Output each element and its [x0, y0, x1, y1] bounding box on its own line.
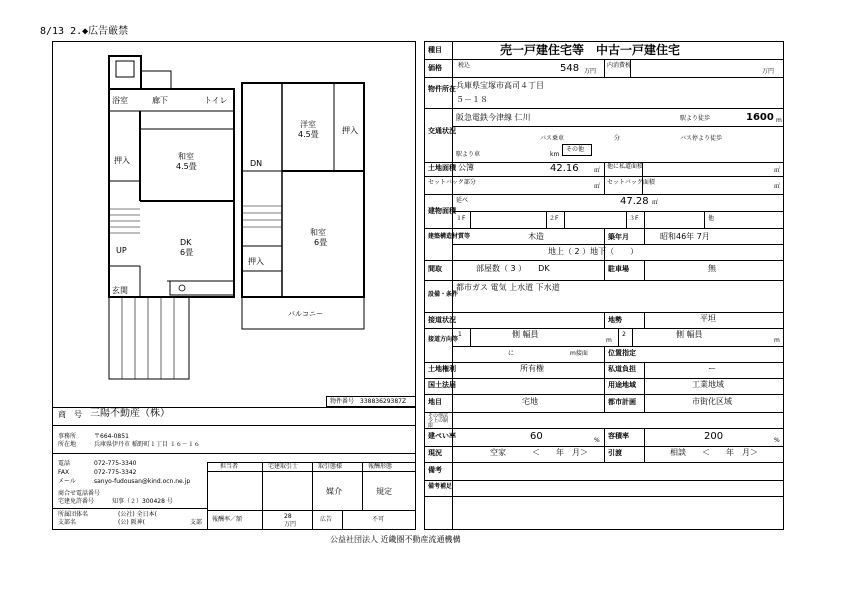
- staff-header-1: 担当者: [220, 463, 239, 470]
- busstop-label: バス停より徒歩: [680, 135, 723, 142]
- far-unit: %: [774, 437, 780, 444]
- ad-value: 不可: [372, 516, 385, 523]
- staff-header-3: 取引態様: [318, 463, 343, 470]
- layout-value: 部屋数（ 3 ） DK: [476, 264, 550, 273]
- mail-label: メール: [58, 478, 76, 485]
- mail: sanyo-fudousan@kind.ocn.ne.jp: [94, 478, 191, 485]
- zoning-value: 工業地域: [692, 380, 724, 389]
- license-label-2: 宅建免許番号: [58, 498, 95, 505]
- equipment-value: 都市ガス 電気 上水道 下水道: [456, 283, 560, 292]
- floor-3f-label: ３F: [629, 215, 639, 222]
- property-no-value: 33883629387Z: [360, 398, 407, 405]
- remark-label: 備考: [428, 466, 442, 474]
- road-dir-label: 接道方向等: [428, 336, 459, 343]
- assoc-2: (公) 阪神(: [118, 519, 145, 526]
- room-yoshitsu: 洋室: [300, 120, 316, 129]
- fee-row-label: 報酬率／額: [212, 516, 243, 523]
- road-side-1: 側 幅員: [512, 330, 539, 339]
- setback2-unit: ㎡: [774, 183, 781, 190]
- assoc-1: (公社) 全日本(: [118, 511, 157, 518]
- bcr-unit: %: [594, 437, 600, 444]
- other-label: その他: [566, 146, 585, 153]
- zoning-label: 用途地域: [608, 381, 636, 389]
- terrain-value: 平坦: [700, 314, 716, 323]
- assoc-suffix: 支部: [190, 519, 203, 526]
- room-genkan: 玄関: [112, 286, 128, 295]
- room-washitsu-2f: 和室: [310, 228, 326, 237]
- status-value: 空家: [490, 448, 506, 457]
- tel-label: 電話: [58, 460, 71, 467]
- room-oshiire-2f-b: 押入: [248, 257, 264, 266]
- office-label: 事務所: [58, 433, 77, 440]
- bcr-label: 建ぺい率: [428, 432, 456, 440]
- station-km-unit: km: [550, 151, 560, 158]
- walk-label: 駅より徒歩: [680, 115, 711, 122]
- license-label-1: 商合せ電話番号: [58, 490, 101, 497]
- type-value: 売一戸建住宅等 中古一戸建住宅: [500, 43, 681, 57]
- fee-value: 28: [284, 513, 292, 520]
- road-label: 接道状況: [428, 316, 456, 324]
- structure-value: 木造: [528, 232, 544, 241]
- private-road-label: 私道負担: [608, 365, 636, 373]
- walk-unit: m: [776, 117, 782, 124]
- trade-name: 三陽不動産（株）: [90, 408, 170, 419]
- room-balcony: バルコニー: [288, 310, 323, 318]
- city-plan-label: 都市計画: [608, 398, 636, 406]
- price-value: 548: [560, 63, 580, 74]
- far-value: 200: [704, 431, 724, 442]
- walk-value: 1600: [746, 112, 774, 123]
- price-prefix: 税込: [458, 62, 471, 69]
- room-oshiire-1f: 押入: [114, 156, 130, 165]
- tax-label: 内消費税: [607, 62, 632, 69]
- year-label: 築年月: [608, 233, 629, 241]
- room-washitsu-2f-size: 6畳: [314, 238, 328, 247]
- road-1: 1: [458, 331, 462, 338]
- location-label: 物件所在: [428, 85, 456, 93]
- room-yoshitsu-size: 4.5畳: [298, 130, 319, 139]
- bus-unit: 分: [614, 135, 621, 142]
- address: 兵庫県伊丹市 稲野町１丁目 １６－１６: [94, 441, 200, 448]
- room-up: UP: [116, 246, 127, 255]
- land-other-unit: ㎡: [774, 167, 781, 174]
- layout-label: 間取: [428, 265, 442, 273]
- road-unit-1: m: [606, 337, 612, 344]
- room-dn: DN: [250, 159, 263, 168]
- setback2-label: セットバック面積: [607, 179, 655, 186]
- room-dk-size: 6畳: [180, 248, 194, 257]
- land-kind: 公簿: [458, 163, 474, 172]
- land-value: 42.16: [550, 163, 579, 174]
- position-label: 位置指定: [608, 349, 636, 357]
- room-bath: 浴室: [112, 96, 128, 105]
- building-label: 建物面積: [428, 207, 456, 215]
- line-value: 阪急電鉄今津線 仁川: [456, 113, 531, 122]
- fee-unit: 万円: [284, 521, 297, 528]
- status-label: 現況: [428, 449, 442, 457]
- room-toilet: トイレ: [204, 96, 228, 105]
- staff-header-4: 報酬形態: [368, 463, 393, 470]
- floor-other-label: 他: [708, 215, 715, 222]
- assoc-label-2: 支部名: [58, 519, 77, 526]
- road-row3-a: に: [508, 350, 515, 357]
- room-oshiire-2f-a: 押入: [342, 126, 358, 135]
- room-dk: DK: [180, 238, 192, 247]
- building-total: 47.28: [620, 196, 649, 207]
- trade-label: 商 号: [58, 410, 82, 419]
- far-label: 容積率: [608, 432, 629, 440]
- deal-type: 媒介: [326, 487, 342, 496]
- property-no-label: 物件番号: [330, 398, 355, 405]
- location-value: 兵庫県宝塚市高司４丁目: [456, 81, 544, 90]
- staff-header-2: 宅建取引士: [268, 463, 299, 470]
- city-plan-value: 市街化区域: [692, 397, 732, 406]
- price-unit: 万円: [584, 68, 597, 75]
- license-no: 知事（２）300428 号: [112, 498, 173, 505]
- private-road-value: ー: [708, 364, 716, 373]
- land-right-label: 土地権利: [428, 365, 456, 373]
- land-unit: ㎡: [594, 167, 601, 174]
- location-value2: ５－１８: [456, 95, 488, 104]
- road-2: 2: [622, 331, 626, 338]
- tax-unit: 万円: [762, 68, 775, 75]
- parking-value: 無: [708, 264, 716, 273]
- handover-value: 相談: [670, 448, 686, 457]
- land-right-value: 所有権: [520, 364, 544, 373]
- handover-date: ＜ 年 月＞: [702, 448, 758, 457]
- footer-org: 公益社団法人 近畿圏不動産流通機構: [330, 535, 461, 544]
- setback-unit: ㎡: [594, 183, 601, 190]
- land-title-value: 宅地: [522, 397, 538, 406]
- fee-type: 規定: [376, 487, 392, 496]
- equipment-label: 設備・条件: [428, 291, 459, 298]
- floor-1f-label: １F: [456, 215, 466, 222]
- price-label: 価格: [428, 64, 442, 72]
- floor-plan: [52, 41, 416, 396]
- ad-label: 広告: [320, 516, 333, 523]
- land-other-label: 他に私道面積: [607, 163, 644, 170]
- zip: 〒664-0851: [94, 433, 129, 440]
- handover-label: 引渡: [608, 449, 622, 457]
- tel: 072-775-3340: [94, 460, 137, 467]
- structure-label: 建築構造材質等: [428, 233, 471, 240]
- fax-label: FAX: [58, 469, 70, 476]
- other-law-label: その他法令上の制限: [428, 413, 449, 429]
- terrain-label: 地勢: [608, 316, 622, 324]
- room-corridor: 廊下: [152, 96, 168, 105]
- assoc-label-1: 所属団体名: [58, 511, 89, 518]
- year-value: 昭和46年 7月: [660, 232, 710, 241]
- bcr-value: 60: [530, 431, 543, 442]
- building-unit: ㎡: [652, 199, 659, 206]
- bus-label: バス乗車: [540, 135, 565, 142]
- page-header: 8/13 2.◆広告厳禁: [40, 26, 129, 37]
- type-label: 種目: [428, 46, 442, 54]
- remark2-label: 備考補足: [428, 483, 453, 490]
- transport-label: 交通状況: [428, 127, 456, 135]
- room-washitsu-1f-size: 4.5畳: [176, 162, 197, 171]
- road-row3-b: m接面: [570, 350, 588, 357]
- building-total-label: 延べ: [456, 197, 469, 204]
- land-label: 土地面積: [428, 164, 456, 172]
- floor-2f-label: ２F: [549, 215, 559, 222]
- room-washitsu-1f: 和室: [178, 152, 194, 161]
- country-label: 国土法届: [428, 381, 456, 389]
- road-unit-2: m: [774, 337, 780, 344]
- land-title-label: 地目: [428, 398, 442, 406]
- station-km-label: 駅より車: [456, 151, 481, 158]
- floors-value: 地上（ 2 ）地下（ ）: [548, 247, 639, 256]
- fax: 072-775-3342: [94, 469, 137, 476]
- road-side-2: 側 幅員: [676, 330, 703, 339]
- parking-label: 駐車場: [608, 265, 629, 273]
- setback-label: セットバック部分: [428, 179, 476, 186]
- address-label: 所在地: [58, 441, 77, 448]
- status-date: ＜ 年 月＞: [532, 448, 588, 457]
